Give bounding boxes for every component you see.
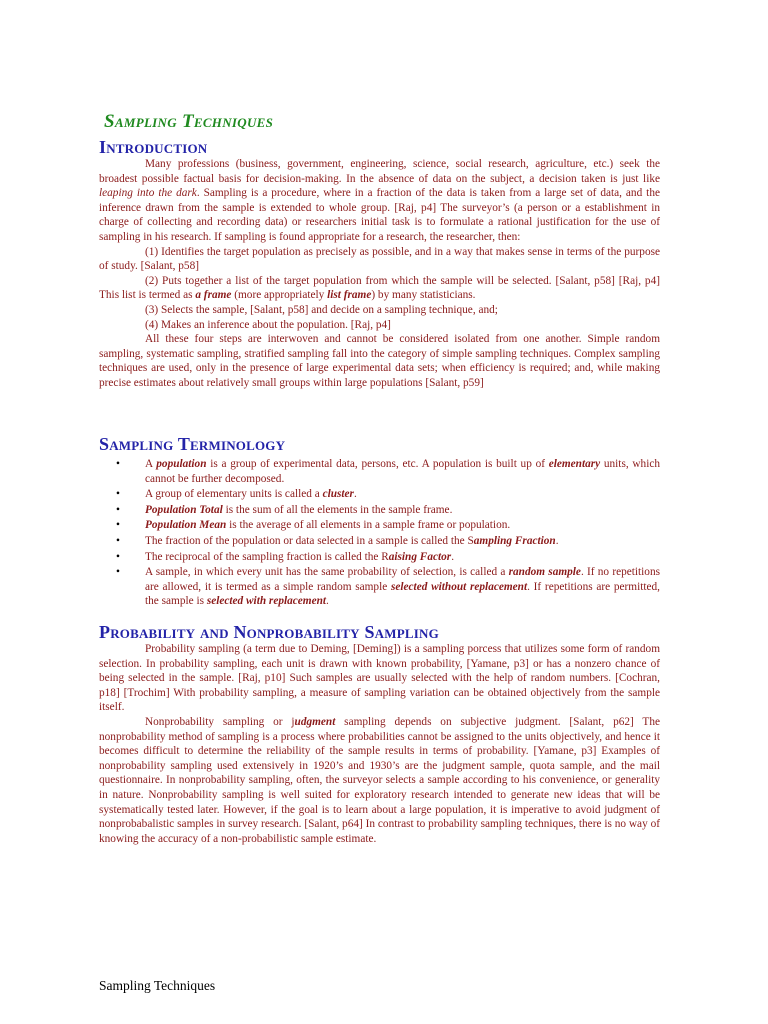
text-run: . If repetitions are permitted, the sample is	[145, 580, 660, 608]
text-run: . If no repetitions are allowed, it is termed as a simple random sample	[145, 566, 661, 593]
step-3: (3) Selects the sample, [Salant, p58] and decide on a sampling technique, and;	[145, 303, 498, 316]
term-population-mean: Population Mean	[145, 519, 227, 532]
intro-paragraph-1	[99, 157, 660, 245]
term-population-total: Population Total	[145, 503, 223, 516]
term-frame: a frame	[195, 289, 232, 302]
bullet-icon: •	[116, 503, 120, 516]
term-raising-factor: aising Factor	[388, 550, 452, 563]
text-run: is a group of experimental data, persons, etc. A population is built up of	[206, 458, 549, 470]
introduction-body	[99, 157, 660, 391]
text-run: .	[353, 488, 357, 501]
text-run: (2) Puts together a list of the target population from which the sample will be selected. [Salant, p58] [Raj, p4] This list is termed as	[99, 274, 660, 302]
terminology-list	[99, 457, 660, 610]
text-run: is the sum of all the elements in the sample frame.	[222, 503, 453, 516]
text-run: A group of elementary units is called a	[145, 488, 323, 501]
heading-sampling-terminology: Sampling Terminology	[99, 434, 286, 454]
term-elementary: elementary	[548, 458, 601, 470]
text-run: .	[451, 550, 455, 563]
bullet-icon: •	[116, 458, 120, 470]
bullet-icon: •	[116, 534, 120, 547]
text-run: The reciprocal of the sampling fraction is called the R	[145, 550, 389, 563]
term-judgment: udgment	[294, 715, 336, 728]
term-cluster: cluster	[322, 488, 354, 501]
italic-phrase: leaping into the dark	[99, 187, 197, 200]
list-item	[99, 503, 660, 518]
step-1: (1) Identifies the target population as precisely as possible, and in a way that makes sense in terms of the purpose of study. [Salant, p58]	[99, 245, 660, 273]
bullet-icon: •	[116, 488, 120, 501]
step-4: (4) Makes an inference about the population. [Raj, p4]	[145, 318, 391, 331]
text-run: .	[555, 534, 559, 547]
text-run: Many professions (business, government, engineering, science, social research, agriculture, etc.) seek the broadest possible factual basis for decision-making. In the absence of data on the subject, a decision taken is just like	[99, 158, 660, 185]
term-without-replacement: selected without replacement	[390, 580, 528, 593]
list-item	[99, 565, 660, 609]
heading-probability-sampling: Probability and Nonprobability Sampling	[99, 622, 439, 642]
page-footer: Sampling Techniques	[99, 978, 216, 993]
bullet-icon: •	[116, 519, 120, 532]
heading-introduction: Introduction	[99, 137, 208, 157]
text-run: is the average of all elements in a sample frame or population.	[226, 519, 511, 532]
step-2	[99, 274, 660, 303]
term-sampling-fraction: ampling Fraction	[473, 534, 556, 547]
text-run: sampling depends on subjective judgment. [Salant, p62] The nonprobability method of sampling is a process where probabilities cannot be assigned to the units objectively, and hence it becomes difficult to determine the reliability of the sample results in terms of probability. [Yamane, p3] Examples of nonprobability sampling used extensively in 1920’s and 1930’s are the judgment sample, quota sample, and the mail questionnaire. In nonprobability sampling, often, the surveyor selects a sample according to his convenience, or generality in nature. Nonprobability sampling is well suited for exploratory research intended to generate new ideas that will be systematically tested later. However, if the goal is to learn about a large population, it is imperative to avoid judgment of nonprobabalistic samples in survey research. [Salant, p64] In contrast to probability sampling techniques, there is no way of knowing the accuracy of a non-probabilistic sample estimate.	[99, 715, 660, 845]
text-run: A	[145, 458, 157, 470]
probability-paragraph-1: Probability sampling (a term due to Deming, [Deming]) is a sampling porcess that utilizes some form of random selection. In probability sampling, each unit is drawn with known probability, [Yamane, p3] or has a nonzero chance of being selected in the sample. [Raj, p10] Such samples are usually selected with the help of random numbers. [Cochran, p18] [Trochim] With probability sampling, a measure of sampling variation can be obtained objectively from the sample itself.	[99, 643, 660, 714]
text-run: (more appropriately	[231, 289, 328, 302]
probability-paragraph-2	[99, 715, 660, 846]
bullet-icon: •	[116, 550, 120, 563]
text-run: ) by many statisticians.	[371, 289, 476, 302]
text-run: . Sampling is a procedure, where in a fraction of the data is taken from a large set of data, and the inference drawn from the sample is extended to whole group. [Raj, p4] The surveyor’s (a person or a establishment in charge of collecting and recording data) or researchers initial task is to formulate a rational justification for the use of sampling in his research. If sampling is found appropriate for a research, the researcher, then:	[99, 187, 660, 243]
term-random-sample: random sample	[508, 566, 581, 579]
text-run: Nonprobability sampling or j	[145, 715, 295, 728]
text-run: A sample, in which every unit has the same probability of selection, is called a	[145, 566, 509, 579]
text-run: units, which cannot be further decomposed.	[145, 458, 660, 485]
list-item	[99, 487, 660, 502]
term-with-replacement: selected with replacement	[206, 595, 327, 608]
list-item	[99, 457, 660, 486]
text-run: .	[326, 595, 329, 608]
list-item	[99, 518, 660, 533]
document-title: Sampling Techniques	[104, 111, 274, 132]
list-item	[99, 534, 660, 549]
text-run: The fraction of the population or data selected in a sample is called the S	[145, 534, 474, 547]
list-item	[99, 550, 660, 565]
intro-paragraph-2: All these four steps are interwoven and cannot be considered isolated from one another. Simple random sampling, systematic sampling, stratified sampling fall into the category of simple sampling techniques. Complex sampling techniques are used, only in the presence of large experimental data sets; when efficiency is required; and, while making precise estimates about relatively small groups within large populations [Salant, p59]	[99, 333, 660, 389]
term-list-frame: list frame	[327, 289, 372, 302]
probability-body	[99, 642, 660, 846]
bullet-icon: •	[116, 566, 120, 579]
term-population: population	[156, 458, 207, 470]
